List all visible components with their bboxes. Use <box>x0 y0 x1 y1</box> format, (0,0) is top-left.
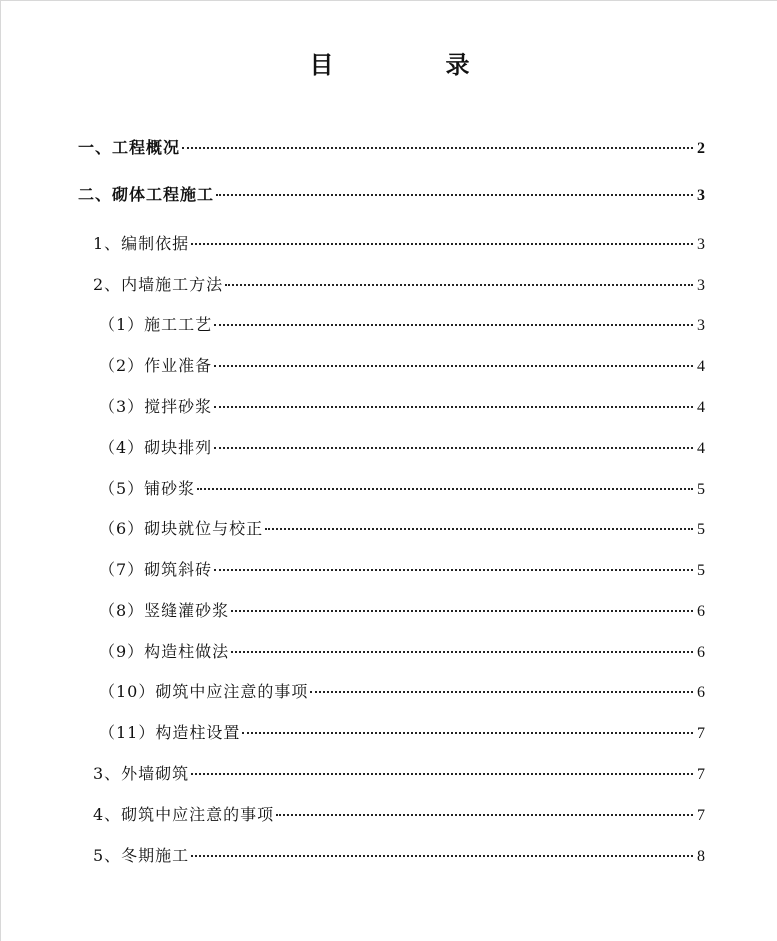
toc-entry[interactable] <box>99 679 705 703</box>
toc-entry-page: 3 <box>697 277 705 294</box>
toc-entry-page: 3 <box>697 236 705 253</box>
toc-entry-page: 3 <box>697 317 705 334</box>
toc-entry[interactable] <box>99 394 705 418</box>
toc-entry-label: （10）砌筑中应注意的事项 <box>99 682 309 701</box>
toc-entry-page: 6 <box>697 644 705 661</box>
toc-entry[interactable] <box>99 557 705 581</box>
toc-leader-dots <box>242 732 693 734</box>
toc-entry-label: （7）砌筑斜砖 <box>99 560 213 579</box>
toc-leader-dots <box>216 194 693 196</box>
toc-entry-label: （3）搅拌砂浆 <box>99 397 213 416</box>
toc-leader-dots <box>214 569 693 571</box>
toc-entry[interactable] <box>93 231 705 255</box>
toc-entry-label: 1、编制依据 <box>93 234 190 253</box>
toc-entry-label: （11）构造柱设置 <box>99 723 241 742</box>
toc-entry[interactable] <box>99 720 705 744</box>
toc-entry-label: 4、砌筑中应注意的事项 <box>93 805 275 824</box>
toc-entry-label: 2、内墙施工方法 <box>93 275 224 294</box>
toc-leader-dots <box>276 814 693 816</box>
toc-leader-dots <box>214 365 693 367</box>
toc-entry-page: 5 <box>697 521 705 538</box>
toc-entry[interactable] <box>99 516 705 540</box>
toc-entry-label: 二、砌体工程施工 <box>78 185 215 204</box>
toc-entry-page: 8 <box>697 848 705 865</box>
toc-entry-page: 5 <box>697 562 705 579</box>
toc-entry[interactable] <box>93 802 705 826</box>
toc-leader-dots <box>191 773 693 775</box>
toc-leader-dots <box>231 610 693 612</box>
toc-leader-dots <box>214 324 693 326</box>
toc-entry-page: 3 <box>697 187 705 204</box>
toc-entry-page: 4 <box>697 440 705 457</box>
toc-entry[interactable] <box>99 476 705 500</box>
toc-entry-label: （9）构造柱做法 <box>99 642 230 661</box>
toc-entry[interactable] <box>93 272 705 296</box>
toc-leader-dots <box>225 284 693 286</box>
toc-entry-page: 2 <box>697 140 705 157</box>
toc-leader-dots <box>214 447 693 449</box>
toc-entry-label: 3、外墙砌筑 <box>93 764 190 783</box>
toc-entry-page: 6 <box>697 684 705 701</box>
toc-leader-dots <box>191 855 693 857</box>
toc-leader-dots <box>197 488 693 490</box>
toc-leader-dots <box>265 528 693 530</box>
toc-entry[interactable] <box>78 135 705 159</box>
toc-entry-label: （8）竖缝灌砂浆 <box>99 601 230 620</box>
toc-entry[interactable] <box>99 312 705 336</box>
toc-entry-label: （5）铺砂浆 <box>99 479 196 498</box>
toc-entry-page: 7 <box>697 766 705 783</box>
toc-entry[interactable] <box>99 353 705 377</box>
toc-entry-label: （6）砌块就位与校正 <box>99 519 264 538</box>
toc-entry-label: 5、冬期施工 <box>93 846 190 865</box>
toc-entry-label: （1）施工工艺 <box>99 315 213 334</box>
toc-entry[interactable] <box>93 843 705 867</box>
toc-leader-dots <box>182 147 693 149</box>
toc-entry-page: 7 <box>697 807 705 824</box>
toc-entry-page: 4 <box>697 358 705 375</box>
toc-entry-page: 7 <box>697 725 705 742</box>
toc-entry-page: 6 <box>697 603 705 620</box>
toc-leader-dots <box>310 691 693 693</box>
toc-leader-dots <box>231 651 693 653</box>
toc-entry-page: 4 <box>697 399 705 416</box>
toc-entry-page: 5 <box>697 481 705 498</box>
toc-title: 目 录 <box>309 50 514 79</box>
toc-leader-dots <box>191 243 693 245</box>
toc-entry-label: （4）砌块排列 <box>99 438 213 457</box>
toc-entry[interactable] <box>99 598 705 622</box>
toc-entry-label: （2）作业准备 <box>99 356 213 375</box>
toc-entry[interactable] <box>78 182 705 206</box>
toc-leader-dots <box>214 406 693 408</box>
toc-entry[interactable] <box>99 639 705 663</box>
toc-entry[interactable] <box>99 435 705 459</box>
toc-entry[interactable] <box>93 761 705 785</box>
toc-entry-label: 一、工程概况 <box>78 138 181 157</box>
